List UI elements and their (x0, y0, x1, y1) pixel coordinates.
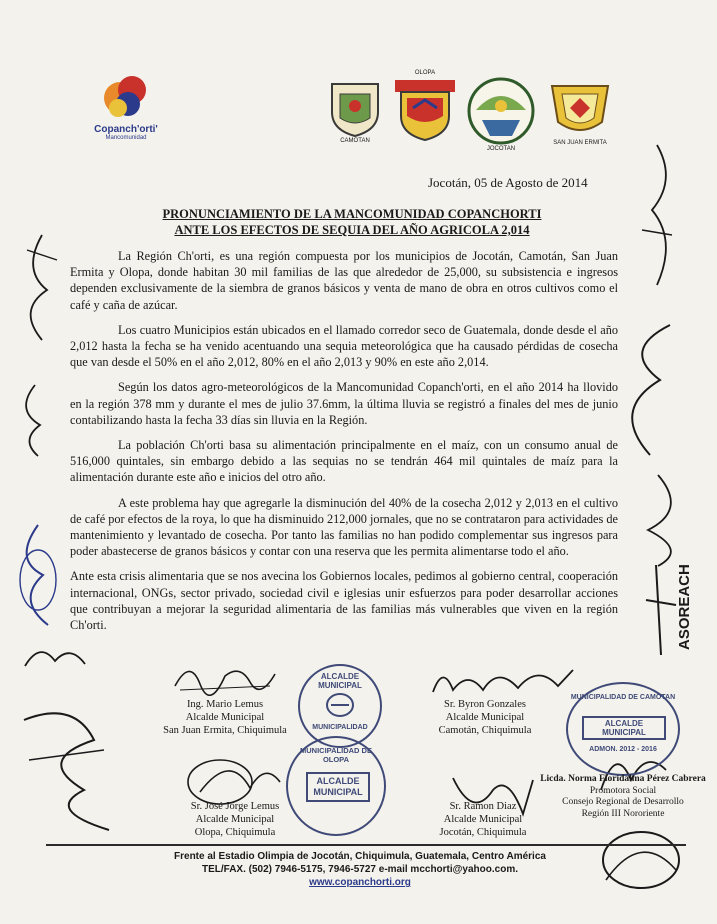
seal-label: SAN JUAN ERMITA (553, 140, 607, 146)
signer-role: Alcalde Municipal (195, 814, 275, 825)
signature-scribble (428, 660, 578, 700)
stamp-text: ADMON. 2012 - 2016 (589, 746, 657, 753)
title-line-2: ANTE LOS EFECTOS DE SEQUIA DEL AÑO AGRICOLA 2,014 (174, 223, 530, 237)
signer-place: Olopa, Chiquimula (194, 827, 276, 838)
asoreach-label: ASOREACH (676, 564, 693, 650)
municipal-shield-icon (328, 78, 382, 138)
municipal-shield-icon (393, 74, 457, 142)
stamp-emblem-icon (325, 692, 355, 718)
seal-olopa (393, 70, 457, 147)
signer-role: Alcalde Municipal (185, 712, 265, 723)
stamp-box: ALCALDE MUNICIPAL (582, 716, 666, 740)
signature-scribble (170, 656, 280, 696)
signer-role: Promotora Social (589, 785, 657, 796)
signer-role: Alcalde Municipal (443, 814, 523, 825)
paragraph: Los cuatro Municipios están ubicados en el llamado corredor seco de Guatemala, donde desde el año 2,012 hasta la fecha se ha venido acentuando una sequia meteorológica que ha causado pérdidas de cosecha que van desde el 50% en el año 2,012, 80% en el año 2,013 y 90% en este año 2,014. (70, 322, 618, 370)
margin-signature (8, 520, 68, 630)
signer-place: San Juan Ermita, Chiquimula (163, 725, 287, 736)
signer-name: Sr. Ramon Diaz (449, 801, 517, 812)
document-date: Jocotán, 05 de Agosto de 2014 (428, 175, 588, 190)
signer-name: Sr. José Jorge Lemus (190, 801, 280, 812)
municipal-seal-icon (466, 76, 536, 146)
stamp-text: MUNICIPALIDAD DE CAMOTAN (570, 694, 676, 701)
signature-block-san-juan (130, 698, 320, 737)
seal-label: JOCOTAN (486, 146, 516, 152)
signature-block-camotan (410, 698, 560, 737)
margin-signature (14, 700, 124, 840)
signer-place: Consejo Regional de Desarrollo (562, 797, 684, 807)
stamp-camotan (566, 682, 680, 776)
paragraph: Ante esta crisis alimentaria que se nos avecina los Gobiernos locales, pedimos al gobierno central, cooperación internacional, ONGs, sector privado, sociedad civil e iglesias unir esfuerzos para poder desarrollar acciones que contribuyan a mejorar la seguridad alimentaria de las familias más vulnerables que viven en la región Ch'orti. (70, 569, 618, 633)
title-line-1: PRONUNCIAMIENTO DE LA MANCOMUNIDAD COPANCHORTI (162, 207, 542, 221)
seal-label: CAMOTAN (340, 138, 370, 144)
stamp-text: MUNICIPALIDAD DE OLOPA (300, 746, 372, 764)
stamp-text: ALCALDE MUNICIPAL (318, 672, 362, 690)
seal-san-juan-ermita (548, 78, 612, 145)
paragraph: La Región Ch'orti, es una región compuesta por los municipios de Jocotán, Camotán, San Juan Ermita y Olopa, donde habitan 30 mil familias de las que alrededor de 25,000, su subsistencia e ingresos dependen exclusivamente de la siembra de granos básicos y venta de mano de obra en otros cultivos como el café y caña de azúcar. (70, 249, 618, 312)
margin-signature (618, 470, 698, 570)
stamp-box: ALCALDE MUNICIPAL (306, 772, 370, 802)
signer-region: Región III Nororiente (581, 808, 665, 819)
footer-divider (46, 844, 686, 846)
signer-name: Sr. Byron Gonzales (444, 699, 526, 710)
margin-signature (10, 380, 60, 460)
org-subtitle: Mancomunidad (105, 135, 147, 141)
signer-name: Ing. Mario Lemus (186, 699, 264, 710)
margin-signature (596, 820, 686, 900)
signer-name: Licda. Norma Floridalma Pérez Cabrera (540, 774, 706, 784)
signer-role: Alcalde Municipal (445, 712, 525, 723)
paragraph: La población Ch'orti basa su alimentación principalmente en el maíz, con un consumo anual de 516,000 quintales, sin embargo debido a las sequias no se tendrán 464 mil quintales de maíz para la alimentación durante este año e inicios del otro año. (70, 438, 618, 485)
footer-address: Frente al Estadio Olimpia de Jocotán, Chiquimula, Guatemala, Centro América (174, 851, 546, 862)
paragraph: A este problema hay que agregarle la disminución del 40% de la cosecha 2,012 y 2,013 en el cultivo de café por efectos de la roya, lo que ha disminuido 212,000 jornales, que no se contrataron para actividades de mantenimiento y levantado de cosecha. Por tanto las familias no han podido complementar sus ingresos para poder abastecerse de granos básicos y contar con una reserva que les permita alimentarse todo el año. (70, 495, 618, 559)
paragraph: Según los datos agro-meteorológicos de la Mancomunidad Copanch'orti, en el año 2014 ha llovido en la región 378 mm y durante el mes de julio 37.6mm, la última lluvia se registró a finales del mes de junio contabilizando hasta la fecha 33 días sin lluvia en la Región. (70, 380, 618, 427)
org-name: Copanch'orti' (94, 124, 158, 135)
signature-block-jocotan (418, 800, 548, 839)
margin-signature (600, 320, 690, 460)
footer-website-link[interactable]: www.copanchorti.org (309, 877, 411, 888)
margin-signature (20, 636, 90, 676)
stamp-text: MUNICIPALIDAD (312, 724, 368, 731)
copanchorti-emblem-icon (98, 72, 154, 122)
seal-label: OLOPA (414, 70, 436, 76)
margin-signature (632, 140, 682, 290)
document-body (70, 248, 618, 642)
municipal-shield-icon (548, 78, 612, 140)
document-title (142, 206, 562, 238)
signer-place: Camotán, Chiquimula (438, 725, 532, 736)
seal-jocotan (466, 76, 536, 151)
document-footer (150, 850, 570, 889)
margin-signature (12, 230, 62, 350)
signer-place: Jocotán, Chiquimula (439, 827, 527, 838)
signature-block-consejo (538, 774, 708, 820)
seal-camotan (328, 78, 382, 143)
footer-contact: TEL/FAX. (502) 7946-5175, 7946-5727 e-mail mcchorti@yahoo.com. (201, 864, 518, 875)
signature-block-olopa (160, 800, 310, 839)
copanchorti-logo (86, 72, 166, 141)
